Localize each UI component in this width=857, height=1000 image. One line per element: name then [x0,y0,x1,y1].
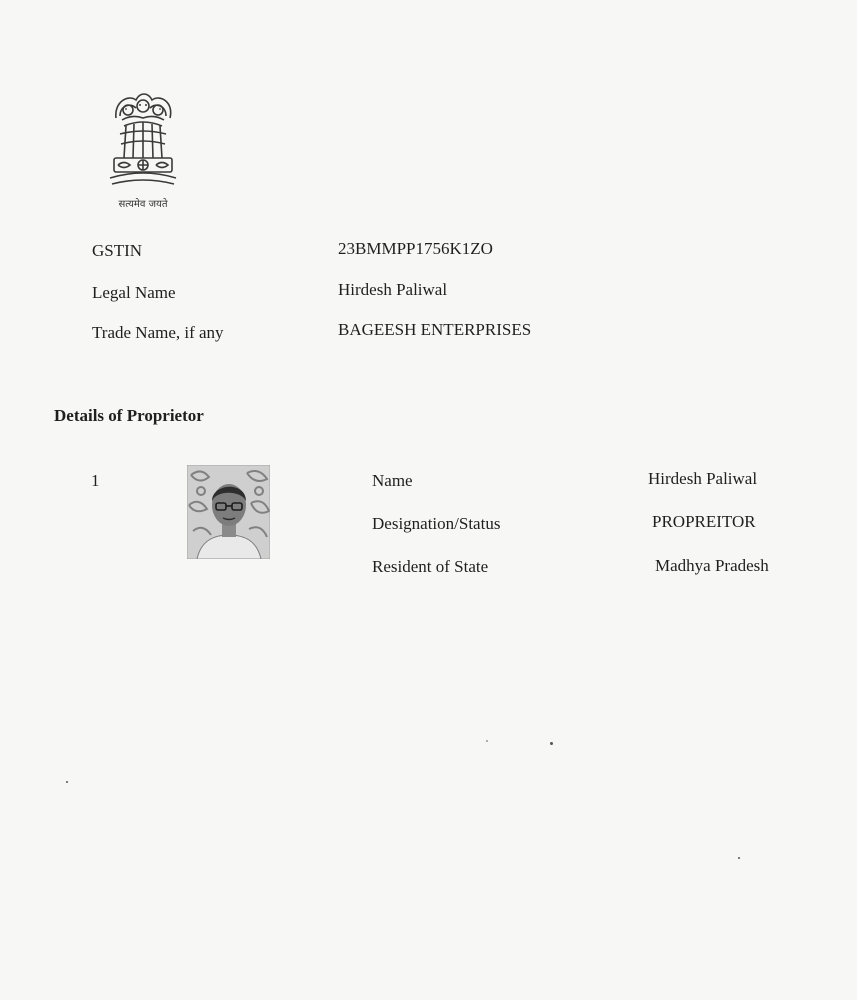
legal-name-value: Hirdesh Paliwal [338,280,448,299]
proprietor-designation-value: PROPREITOR [652,512,756,531]
proprietor-section-title: Details of Proprietor [54,406,204,425]
proprietor-photo [187,465,270,559]
proprietor-index: 1 [91,471,100,490]
legal-name-label: Legal Name [92,283,176,302]
proprietor-state-value: Madhya Pradesh [655,556,769,575]
trade-name-value: BAGEESH ENTERPRISES [338,320,532,339]
proprietor-designation-label: Designation/Status [372,514,501,533]
scan-speck [486,740,488,742]
emblem-motto: सत्यमेव जयते [118,199,168,210]
scan-speck [550,742,553,745]
proprietor-name-label: Name [372,471,413,490]
gstin-label: GSTIN [92,241,143,260]
scan-speck [738,857,740,859]
scan-speck [66,781,68,783]
trade-name-label: Trade Name, if any [92,323,224,342]
national-emblem-icon [102,88,184,194]
gstin-value: 23BMMPP1756K1ZO [338,239,493,258]
proprietor-state-label: Resident of State [372,557,489,576]
proprietor-name-value: Hirdesh Paliwal [648,469,758,488]
national-emblem [102,88,184,208]
